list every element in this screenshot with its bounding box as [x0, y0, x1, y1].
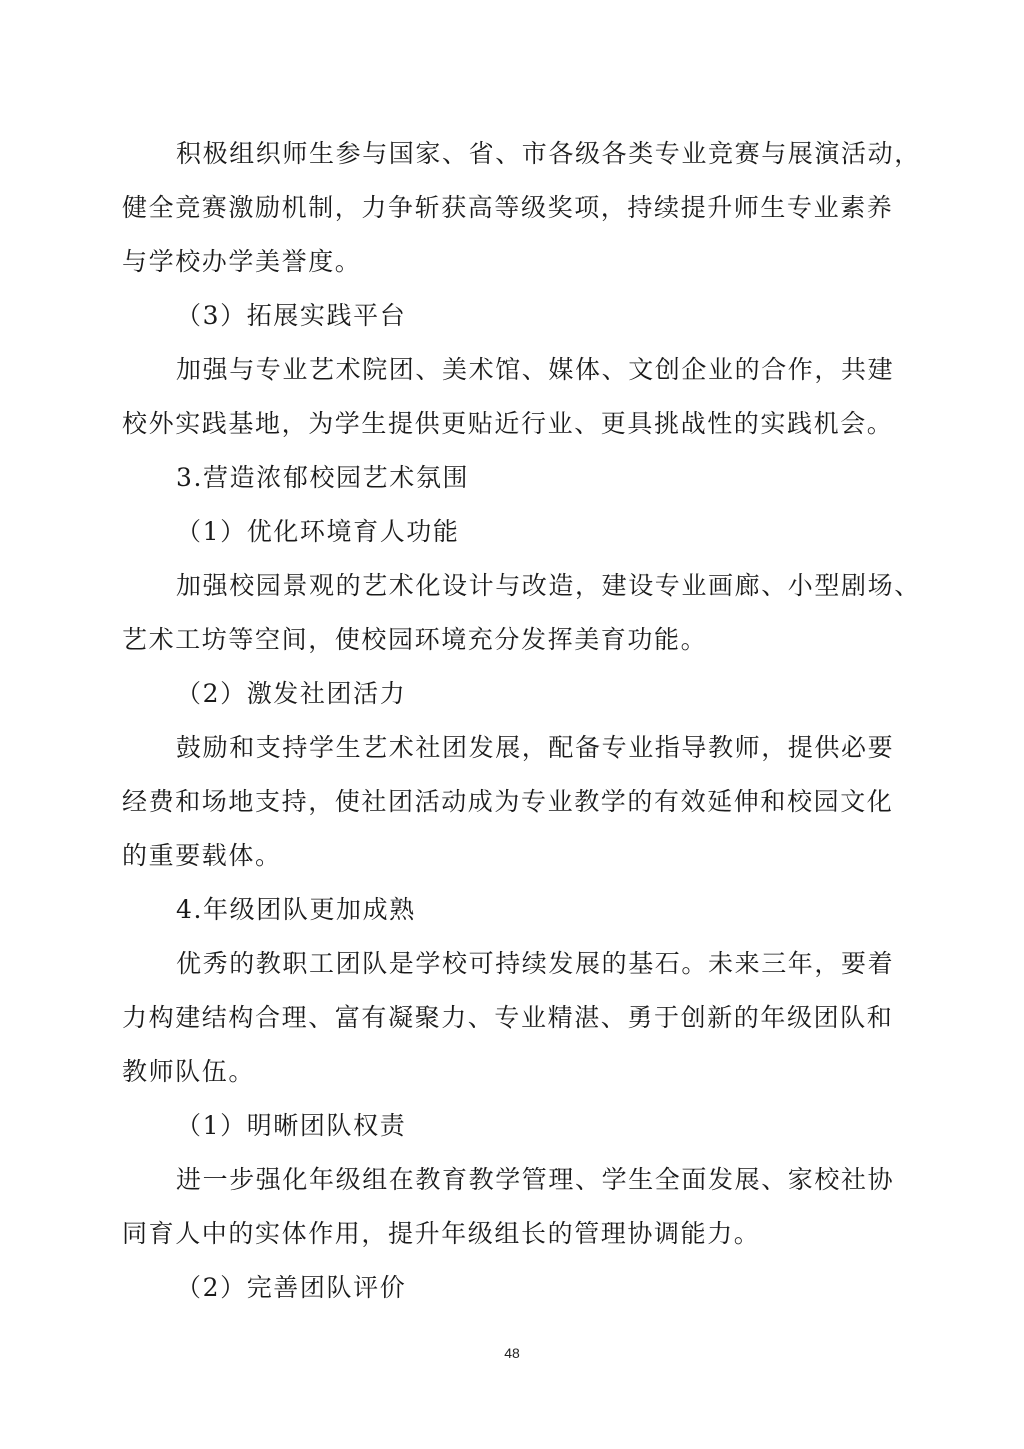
subsection-heading: （3）拓展实践平台	[176, 301, 407, 330]
subsection-heading: （2）激发社团活力	[176, 679, 407, 708]
body-text-line: 优秀的教职工团队是学校可持续发展的基石。未来三年，要着	[176, 949, 895, 978]
body-text-line: 同育人中的实体作用，提升年级组长的管理协调能力。	[122, 1219, 761, 1248]
section-heading: 4.年级团队更加成熟	[176, 895, 416, 924]
body-text-line: 教师队伍。	[122, 1057, 256, 1086]
body-text-line: 鼓励和支持学生艺术社团发展，配备专业指导教师，提供必要	[176, 733, 895, 762]
body-text-line: 加强与专业艺术院团、美术馆、媒体、文创企业的合作，共建	[176, 355, 895, 384]
body-text-line: 加强校园景观的艺术化设计与改造，建设专业画廊、小型剧场、	[176, 571, 921, 600]
body-text-line: 的重要载体。	[122, 841, 282, 870]
body-text-line: 积极组织师生参与国家、省、市各级各类专业竞赛与展演活动，	[176, 139, 921, 168]
body-text-line: 与学校办学美誉度。	[122, 247, 362, 276]
subsection-heading: （2）完善团队评价	[176, 1273, 407, 1302]
body-text-line: 经费和场地支持，使社团活动成为专业教学的有效延伸和校园文化	[122, 787, 894, 816]
body-text-line: 力构建结构合理、富有凝聚力、专业精湛、勇于创新的年级团队和	[122, 1003, 894, 1032]
body-text-line: 进一步强化年级组在教育教学管理、学生全面发展、家校社协	[176, 1165, 895, 1194]
body-text-line: 校外实践基地，为学生提供更贴近行业、更具挑战性的实践机会。	[122, 409, 894, 438]
body-text-line: 健全竞赛激励机制，力争斩获高等级奖项，持续提升师生专业素养	[122, 193, 894, 222]
body-text-line: 艺术工坊等空间，使校园环境充分发挥美育功能。	[122, 625, 708, 654]
subsection-heading: （1）优化环境育人功能	[176, 517, 460, 546]
page-number: 48	[504, 1345, 520, 1361]
subsection-heading: （1）明晰团队权责	[176, 1111, 407, 1140]
section-heading: 3.营造浓郁校园艺术氛围	[176, 463, 470, 492]
